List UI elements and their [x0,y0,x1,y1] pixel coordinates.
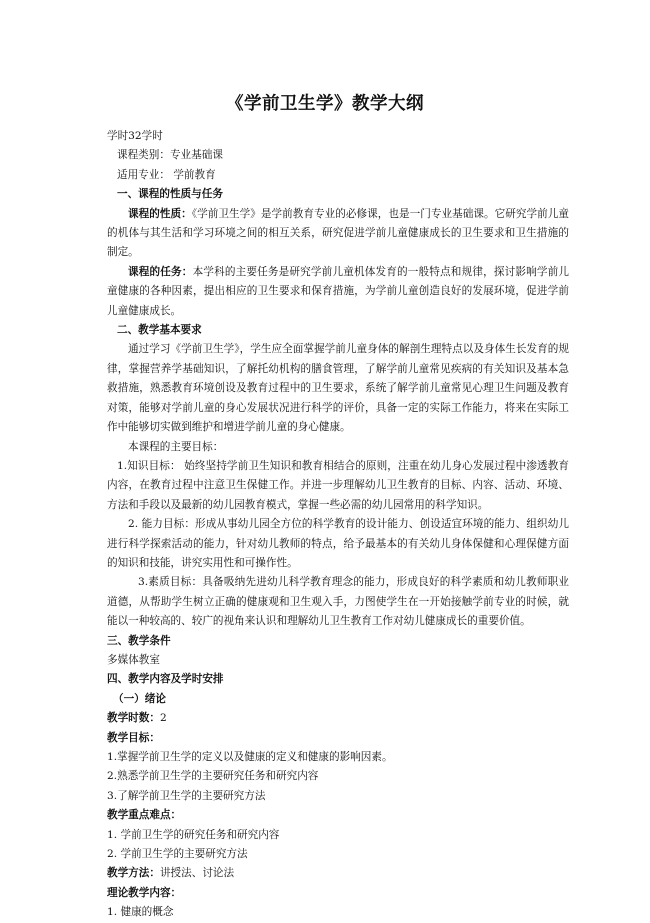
goal-knowledge: 1.知识目标： 始终坚持学前卫生知识和教育相结合的原则，注重在幼儿身心发展过程中渗透教育内容，在教育过程中注意卫生保健工作。并进一步理解幼儿卫生教育的目标、内容、活动、环境、方法和手段以及最新的幼儿园教育模式，掌握一些必需的幼儿园常用的科学知识。 [107,459,569,511]
section2-heading: 二、教学基本要求 [117,324,202,337]
teaching-condition: 多媒体教室 [107,653,160,666]
section3-heading: 三、教学条件 [107,634,171,647]
key-point-item: 2. 学前卫生学的主要研究方法 [107,848,248,861]
teaching-hours-label: 教学时数： [107,712,160,725]
teaching-goal-item: 3.了解学前卫生学的主要研究方法 [107,789,266,802]
teaching-hours-line [107,709,569,728]
requirements-paragraph: 通过学习《学前卫生学》，学生应全面掌握学前儿童身体的解剖生理特点以及身体生长发育的规律，掌握营养学基础知识，了解托幼机构的膳食管理，了解学前儿童常见疾病的有关知识及基本急救措施，熟悉教育环境创设及教育过程中的卫生要求，系统了解学前儿童常见心理卫生问题及教育对策，能够对学前儿童的身心发展状况进行科学的评价，具备一定的实际工作能力，将来在实际工作中能够切实做到维护和增进学前儿童的身心健康。 [107,343,569,434]
teaching-hours-value: 2 [159,712,167,725]
goals-intro: 本课程的主要目标： [128,440,224,453]
course-nature-text: 《学前卫生学》是学前教育专业的必修课，也是一门专业基础课。它研究学前儿童的机体与其生活和学习环境之间的相互关系，研究促进学前儿童健康成长的卫生要求和卫生措施的制定。 [107,207,569,259]
course-task-label: 课程的任务： [128,265,193,278]
section4-heading: 四、教学内容及学时安排 [107,673,224,686]
course-nature-paragraph [107,205,569,263]
goal-quality: 3.素质目标：具备吸纳先进幼儿科学教育理念的能力，形成良好的科学素质和幼儿教师职业道德，从帮助学生树立正确的健康观和卫生观入手，力图使学生在一开始接触学前专业的时候，就能以一种较高的、较广的视角来认识和理解幼儿卫生教育工作对幼儿健康成长的重要价值。 [107,576,569,628]
meta-major: 适用专业： 学前教育 [117,168,216,181]
teaching-method-line [107,864,569,883]
theory-content-item: 1. 健康的概念 [107,906,174,919]
teaching-method-text: 讲授法、讨论法 [159,867,235,880]
key-points-label: 教学重点难点： [107,809,182,822]
section1-heading: 一、课程的性质与任务 [117,188,223,201]
meta-hours: 学时32学时 [107,130,163,142]
course-nature-label: 课程的性质： [128,207,192,220]
teaching-goal-item: 2.熟悉学前卫生学的主要研究任务和研究内容 [107,770,319,783]
teaching-goal-item: 1.掌握学前卫生学的定义以及健康的定义和健康的影响因素。 [107,751,393,763]
document-body [107,127,569,923]
course-task-paragraph [107,263,569,321]
meta-course-type: 课程类别：专业基础课 [117,149,223,162]
key-point-item: 1. 学前卫生学的研究任务和研究内容 [107,828,280,841]
document-title: 《学前卫生学》教学大纲 [226,94,424,114]
course-task-text: 本学科的主要任务是研究学前儿童机体发育的一般特点和规律，探讨影响学前儿童健康的各种因素，提出相应的卫生要求和保育措施，为学前儿童创造良好的发展环境，促进学前儿童健康成长。 [107,265,569,317]
goal-ability: 2. 能力目标：形成从事幼儿园全方位的科学教育的设计能力、创设适宜环境的能力、组织幼儿进行科学探索活动的能力，针对幼儿教师的特点，给予最基本的有关幼儿身体保健和心理保健方面的知识和技能，讲究实用性和可操作性。 [107,518,569,569]
teaching-method-label: 教学方法： [107,867,160,880]
theory-content-label: 理论教学内容： [107,886,182,899]
teaching-goals-label: 教学目标： [107,731,160,744]
subsection-intro-heading: （一）绪论 [113,692,166,705]
